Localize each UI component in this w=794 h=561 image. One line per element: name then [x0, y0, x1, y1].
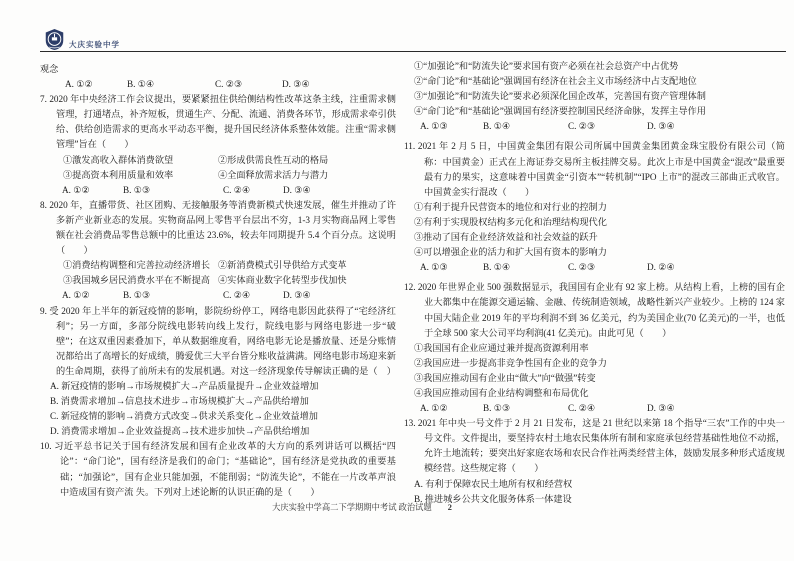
question-13-option-a: A. 有利于保障农民土地所有权和经营权 [414, 478, 573, 489]
question-8-stem: 8. 2020 年，直播带货、社区团购、无接触服务等消费新模式快速发展，催生并推动了许多新产业新业态的发展。实物商品网上零售平台层出不穷，1-3 月实物商品网上零售额在社会消费品零售总额中的比重达 23.6%，较去年同期提升 5.4 个百分点。这说明（ ） [40, 199, 396, 256]
option-b: B. ①③ [483, 403, 511, 414]
item-1: ①激发高收入群体消费欲望 [63, 154, 174, 165]
question-9-option-a: A. 新冠疫情的影响→市场规模扩大→产品质量提升→企业效益增加 [50, 380, 319, 391]
question-9-option-c: C. 新冠疫情的影响→消费方式改变→供求关系变化→企业效益增加 [50, 411, 318, 422]
option-c: C. ②④ [223, 184, 251, 195]
question-11-item-1: ①有利于提升民营资本的地位和对行业的控制力 [414, 201, 607, 212]
item-4: ④全面释放需求活力与潜力 [218, 169, 329, 180]
header-rule [40, 51, 786, 52]
option-a: A. ①② [62, 290, 90, 301]
option-b: B. ①④ [483, 121, 511, 132]
option-c: C. ②④ [223, 290, 251, 301]
question-12-stem: 12. 2020 年世界企业 500 强数据显示，我国国有企业有 92 家上榜。从结构上看，上榜的国有企业大都集中在能源交通运输、金融、传统制造领域，战略性新兴产业较少。上榜的 124 家中国大陆企业 2019 年的平均利润不到 36 亿美元，约为美国企业(70 亿美元)的一半，也低于全球 500 家大公司平均利润(41 亿美元)。由此可见（ ） [404, 282, 785, 338]
option-b: B. ①③ [123, 184, 151, 195]
option-c: C. ②③ [215, 79, 243, 90]
option-a: A. ①② [420, 403, 448, 414]
question-11-item-4: ④可以增强企业的活力和扩大国有资本的影响力 [414, 247, 607, 258]
option-d: D. ③④ [647, 121, 675, 132]
school-emblem-icon [44, 28, 65, 51]
question-10-stem: 10. 习近平总书记关于国有经济发展和国有企业改革的大方向的系列讲话可以概括“四论”：“命门论”，国有经济是我们的命门；“基础论”，国有经济是党执政的重要基础；“加强论”，国有企业只能加强，不能削弱；“防流失论”，不能在一片改革声浪中造成国有资产流 失。下列对上述论断的认识正确的是（ ） [40, 441, 396, 497]
question-12-item-1: ①我国国有企业应通过兼并提高资源利用率 [414, 342, 589, 353]
question-8-options [40, 288, 396, 303]
question-11-item-3: ③推动了国有企业经济效益和社会效益的跃升 [414, 232, 598, 243]
question-10-item-2: ②“命门论”和“基础论”强调国有经济在社会主义市场经济中占支配地位 [414, 76, 697, 87]
item-2: ②新消费模式引导供给方式变革 [218, 260, 347, 271]
question-12-item-2: ②我国应进一步提高非竞争性国有企业的竞争力 [414, 357, 607, 368]
page-number: 2 [447, 503, 452, 512]
question-7-stem: 7. 2020 年中央经济工作会议提出，要紧紧扭住供给侧结构性改革这条主线，注重需求侧管理，打通堵点，补齐短板，贯通生产、分配、流通、消费各环节，形成需求牵引供给、供给创造需求的更高水平动态平衡，提升国民经济体系整体效能。注重“需求侧管理”旨在（ ） [40, 94, 396, 150]
question-11-item-2: ②有利于实现股权结构多元化和治理结构现代化 [414, 216, 607, 227]
option-a: A. ①② [65, 79, 93, 90]
page-footer [272, 501, 452, 513]
option-d: D. ③④ [647, 403, 675, 414]
item-1: ①消费结构调整和完善拉动经济增长 [63, 260, 210, 271]
option-d: D. ③④ [283, 290, 311, 301]
question-7-options [40, 183, 396, 198]
item-3: ③我国城乡居民消费水平在不断提高 [63, 275, 210, 286]
option-c: C. ②③ [568, 121, 596, 132]
option-a: A. ①③ [420, 121, 448, 132]
option-b: B. ①③ [123, 290, 151, 301]
option-c: C. ②④ [568, 403, 596, 414]
question-12-item-4: ④我国应推动国有企业结构调整和布局优化 [414, 387, 589, 398]
question-12-item-3: ③我国应推动国有企业由“做大”向“做强”转变 [414, 372, 596, 383]
left-column [40, 62, 396, 500]
question-9-option-d: D. 消费需求增加→企业效益提高→技术进步加快→产品供给增加 [50, 426, 310, 437]
footer-exam-title: 大庆实验中学高二下学期期中考试 政治试题 [272, 503, 432, 512]
question-8-items [40, 258, 396, 288]
option-b: B. ①④ [127, 79, 155, 90]
option-a: A. ①② [62, 184, 90, 195]
option-a: A. ①③ [420, 262, 448, 273]
question-11-options [404, 260, 785, 275]
question-6-tail-text: 观念 [40, 64, 59, 74]
option-d: D. ②④ [647, 262, 675, 273]
question-6-options [40, 77, 396, 92]
question-10-options [404, 119, 785, 134]
question-9-option-b: B. 消费需求增加→信息技术进步→市场规模扩大→产品供给增加 [50, 396, 309, 407]
question-9-stem: 9. 受 2020 年上半年的新冠疫情的影响，影院纷纷停工，网络电影因此获得了“宅经济红利”；另一方面，多部分院线电影转向线上发行，院线电影与网络电影进一步“破壁”；在这双重因素叠加下，单从数据维度看，网络电影无论是播放量、还是分账情况都给出了高增长的好成绩，腾爱优三大平台皆分账收益满满。网络电影市场迎来新的生命周期，获得了前所未有的发展机遇。对这一经济现象传导解读正确的是（ ） [40, 305, 396, 376]
question-13-option-b: B. 推进城乡公共文化服务体系一体建设 [414, 493, 572, 504]
question-7-items [40, 153, 396, 183]
option-c: C. ②③ [568, 262, 596, 273]
question-10-item-4: ④“命门论”和“基础论”强调国有经济要控制国民经济命脉，发挥主导作用 [414, 106, 706, 117]
school-name: 大庆实验中学 [69, 40, 120, 49]
question-12-options [404, 401, 785, 416]
item-3: ③提高资本利用质量和效率 [63, 169, 174, 180]
option-d: D. ③④ [282, 79, 310, 90]
option-d: D. ③④ [283, 184, 311, 195]
question-13-stem: 13. 2021 年中央一号文件于 2 月 21 日发布，这是 21 世纪以来第 18 个指导“三农”工作的中央一号文件。文件提出，要坚持农村土地农民集体所有制和家庭承包经营基础性地位不动摇，允许土地流转；要突出好家庭农场和农民合作社两类经营主体，鼓励发展多种形式适度规模经营。这些规定将（ ） [404, 418, 785, 474]
option-b: B. ①④ [483, 262, 511, 273]
question-11-stem: 11. 2021 年 2 月 5 日，中国黄金集团有限公司所属中国黄金集团黄金珠宝股份有限公司（简称：中国黄金）正式在上海证券交易所主板挂牌交易。此次上市是中国黄金“混改”最重要最有力的果实，这意味着中国黄金“引资本”“转机制”“IPO 上市”的混改三部曲正式收官。中国黄金实行混改（ ） [404, 141, 785, 197]
question-10-item-1: ①“加强论”和“防流失论”要求国有资产必须在社会总资产中占优势 [414, 61, 679, 71]
page-header [44, 27, 120, 51]
item-2: ②形成供需良性互动的格局 [218, 154, 329, 165]
question-10-item-3: ③“加强论”和“防流失论”要求必须深化国企改革，完善国有资产管理体制 [414, 91, 706, 102]
item-4: ④实体商业数字化转型步伐加快 [218, 275, 347, 286]
right-column [404, 59, 785, 507]
